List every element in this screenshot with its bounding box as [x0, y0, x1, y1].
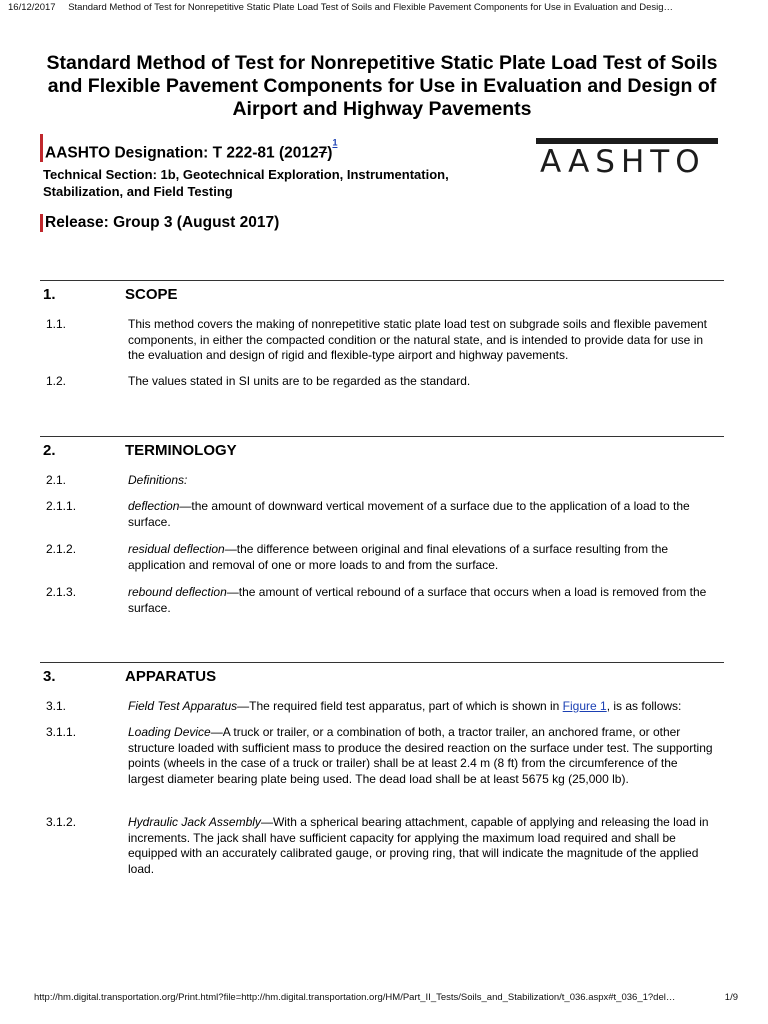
- clause-number: 3.1.: [46, 699, 67, 713]
- clause-text: The values stated in SI units are to be regarded as the standard.: [128, 374, 471, 388]
- clause: [40, 725, 724, 787]
- clause: [40, 699, 724, 715]
- section-title: SCOPE: [125, 286, 178, 303]
- page-number: 1/9: [724, 992, 738, 1003]
- designation-suffix: ): [327, 144, 333, 162]
- section-number: 3.: [43, 668, 56, 685]
- section-terminology: [40, 436, 724, 461]
- section-heading: [40, 667, 724, 687]
- clause-term: residual deflection: [128, 542, 225, 556]
- section-heading: [40, 441, 724, 461]
- clause-term: Hydraulic Jack Assembly: [128, 815, 261, 829]
- aashto-designation: [40, 134, 337, 162]
- section-title: TERMINOLOGY: [125, 442, 237, 459]
- section-scope: [40, 280, 724, 305]
- aashto-logo: [536, 138, 718, 178]
- section-apparatus: [40, 662, 724, 687]
- print-date: 16/12/2017: [8, 2, 56, 13]
- clause: [40, 374, 724, 390]
- clause: [40, 542, 724, 573]
- designation-strike: 7: [318, 144, 328, 162]
- clause: [40, 585, 724, 616]
- clause-text: —With a spherical bearing attachment, capable of applying and releasing the load in increments. The jack shall have sufficient capacity for applying the maximum load required and shall be equipped with an accurately calibrated gauge, or proving ring, that will indicate the magnitude of the applied load.: [128, 815, 709, 876]
- clause-number: 2.1.3.: [46, 585, 77, 599]
- print-url: http://hm.digital.transportation.org/Print.html?file=http://hm.digital.transportation.org/HM/Part_II_Tests/Soils_and_Stabilization/t_036.aspx#t_036_1?del…: [34, 992, 676, 1003]
- clause-term: deflection: [128, 499, 180, 513]
- clause-number: 2.1.: [46, 473, 67, 487]
- section-number: 1.: [43, 286, 56, 303]
- clause-text: —the amount of downward vertical movement of a surface due to the application of a load to the surface.: [128, 499, 690, 529]
- section-rule: [40, 436, 724, 437]
- clause-term: Loading Device: [128, 725, 211, 739]
- clause: [40, 815, 724, 877]
- clause-number: 3.1.1.: [46, 725, 77, 739]
- section-number: 2.: [43, 442, 56, 459]
- clause-number: 3.1.2.: [46, 815, 77, 829]
- clause-number: 2.1.1.: [46, 499, 77, 513]
- clause: [40, 499, 724, 530]
- print-title: Standard Method of Test for Nonrepetitive Static Plate Load Test of Soils and Flexible Pavement Components for Use in Evaluation and Desig…: [68, 2, 674, 13]
- clause-text: —The required field test apparatus, part of which is shown in: [237, 699, 563, 713]
- logo-text: AASHTO: [540, 144, 706, 180]
- section-rule: [40, 280, 724, 281]
- clause-term: rebound deflection: [128, 585, 227, 599]
- clause-text: —the difference between original and final elevations of a surface resulting from the application and removal of one or more loads to and from the surface.: [128, 542, 669, 572]
- designation-prefix: AASHTO Designation: T 222-81 (2012: [45, 144, 319, 162]
- print-header: [8, 2, 760, 18]
- section-title: APPARATUS: [125, 668, 217, 685]
- footnote-link[interactable]: 1: [332, 138, 338, 148]
- clause-text: —the amount of vertical rebound of a surface that occurs when a load is removed from the surface.: [128, 585, 707, 615]
- technical-section: Technical Section: 1b, Geotechnical Exploration, Instrumentation, Stabilization, and Field Testing: [43, 167, 449, 199]
- print-footer: [34, 992, 738, 1008]
- section-heading: [40, 285, 724, 305]
- clause-number: 2.1.2.: [46, 542, 77, 556]
- figure-1-link[interactable]: Figure 1: [562, 699, 607, 713]
- clause-number: 1.1.: [46, 317, 67, 331]
- clause-number: 1.2.: [46, 374, 67, 388]
- clause-term: Field Test Apparatus: [128, 699, 238, 713]
- clause-text: This method covers the making of nonrepetitive static plate load test on subgrade soils and flexible pavement components, in either the compacted condition or the natural state, and is intended to provide data for use in the evaluation and design of rigid and flexible-type airport and highway pavements.: [128, 317, 707, 362]
- clause: [40, 317, 724, 364]
- clause-text: —A truck or trailer, or a combination of both, a tractor trailer, an anchored frame, or other structure loaded with sufficient mass to produce the desired reaction on the surface under test. The supporting points (wheels in the case of a truck or trailer) shall be at least 2.4 m (8 ft) from the circumference of the largest diameter bearing plate being used. The dead load shall be at least 5675 kg (25,000 lb).: [128, 725, 713, 786]
- clause-term: Definitions:: [128, 473, 188, 487]
- release-label: Release: Group 3 (August 2017): [40, 214, 279, 232]
- clause: [40, 473, 724, 489]
- clause-text: , is as follows:: [606, 699, 682, 713]
- section-rule: [40, 662, 724, 663]
- document-title: Standard Method of Test for Nonrepetitive Static Plate Load Test of Soils and Flexible Pavement Components for Use in Evaluation and Design of Airport and Highway Pavements: [46, 52, 718, 120]
